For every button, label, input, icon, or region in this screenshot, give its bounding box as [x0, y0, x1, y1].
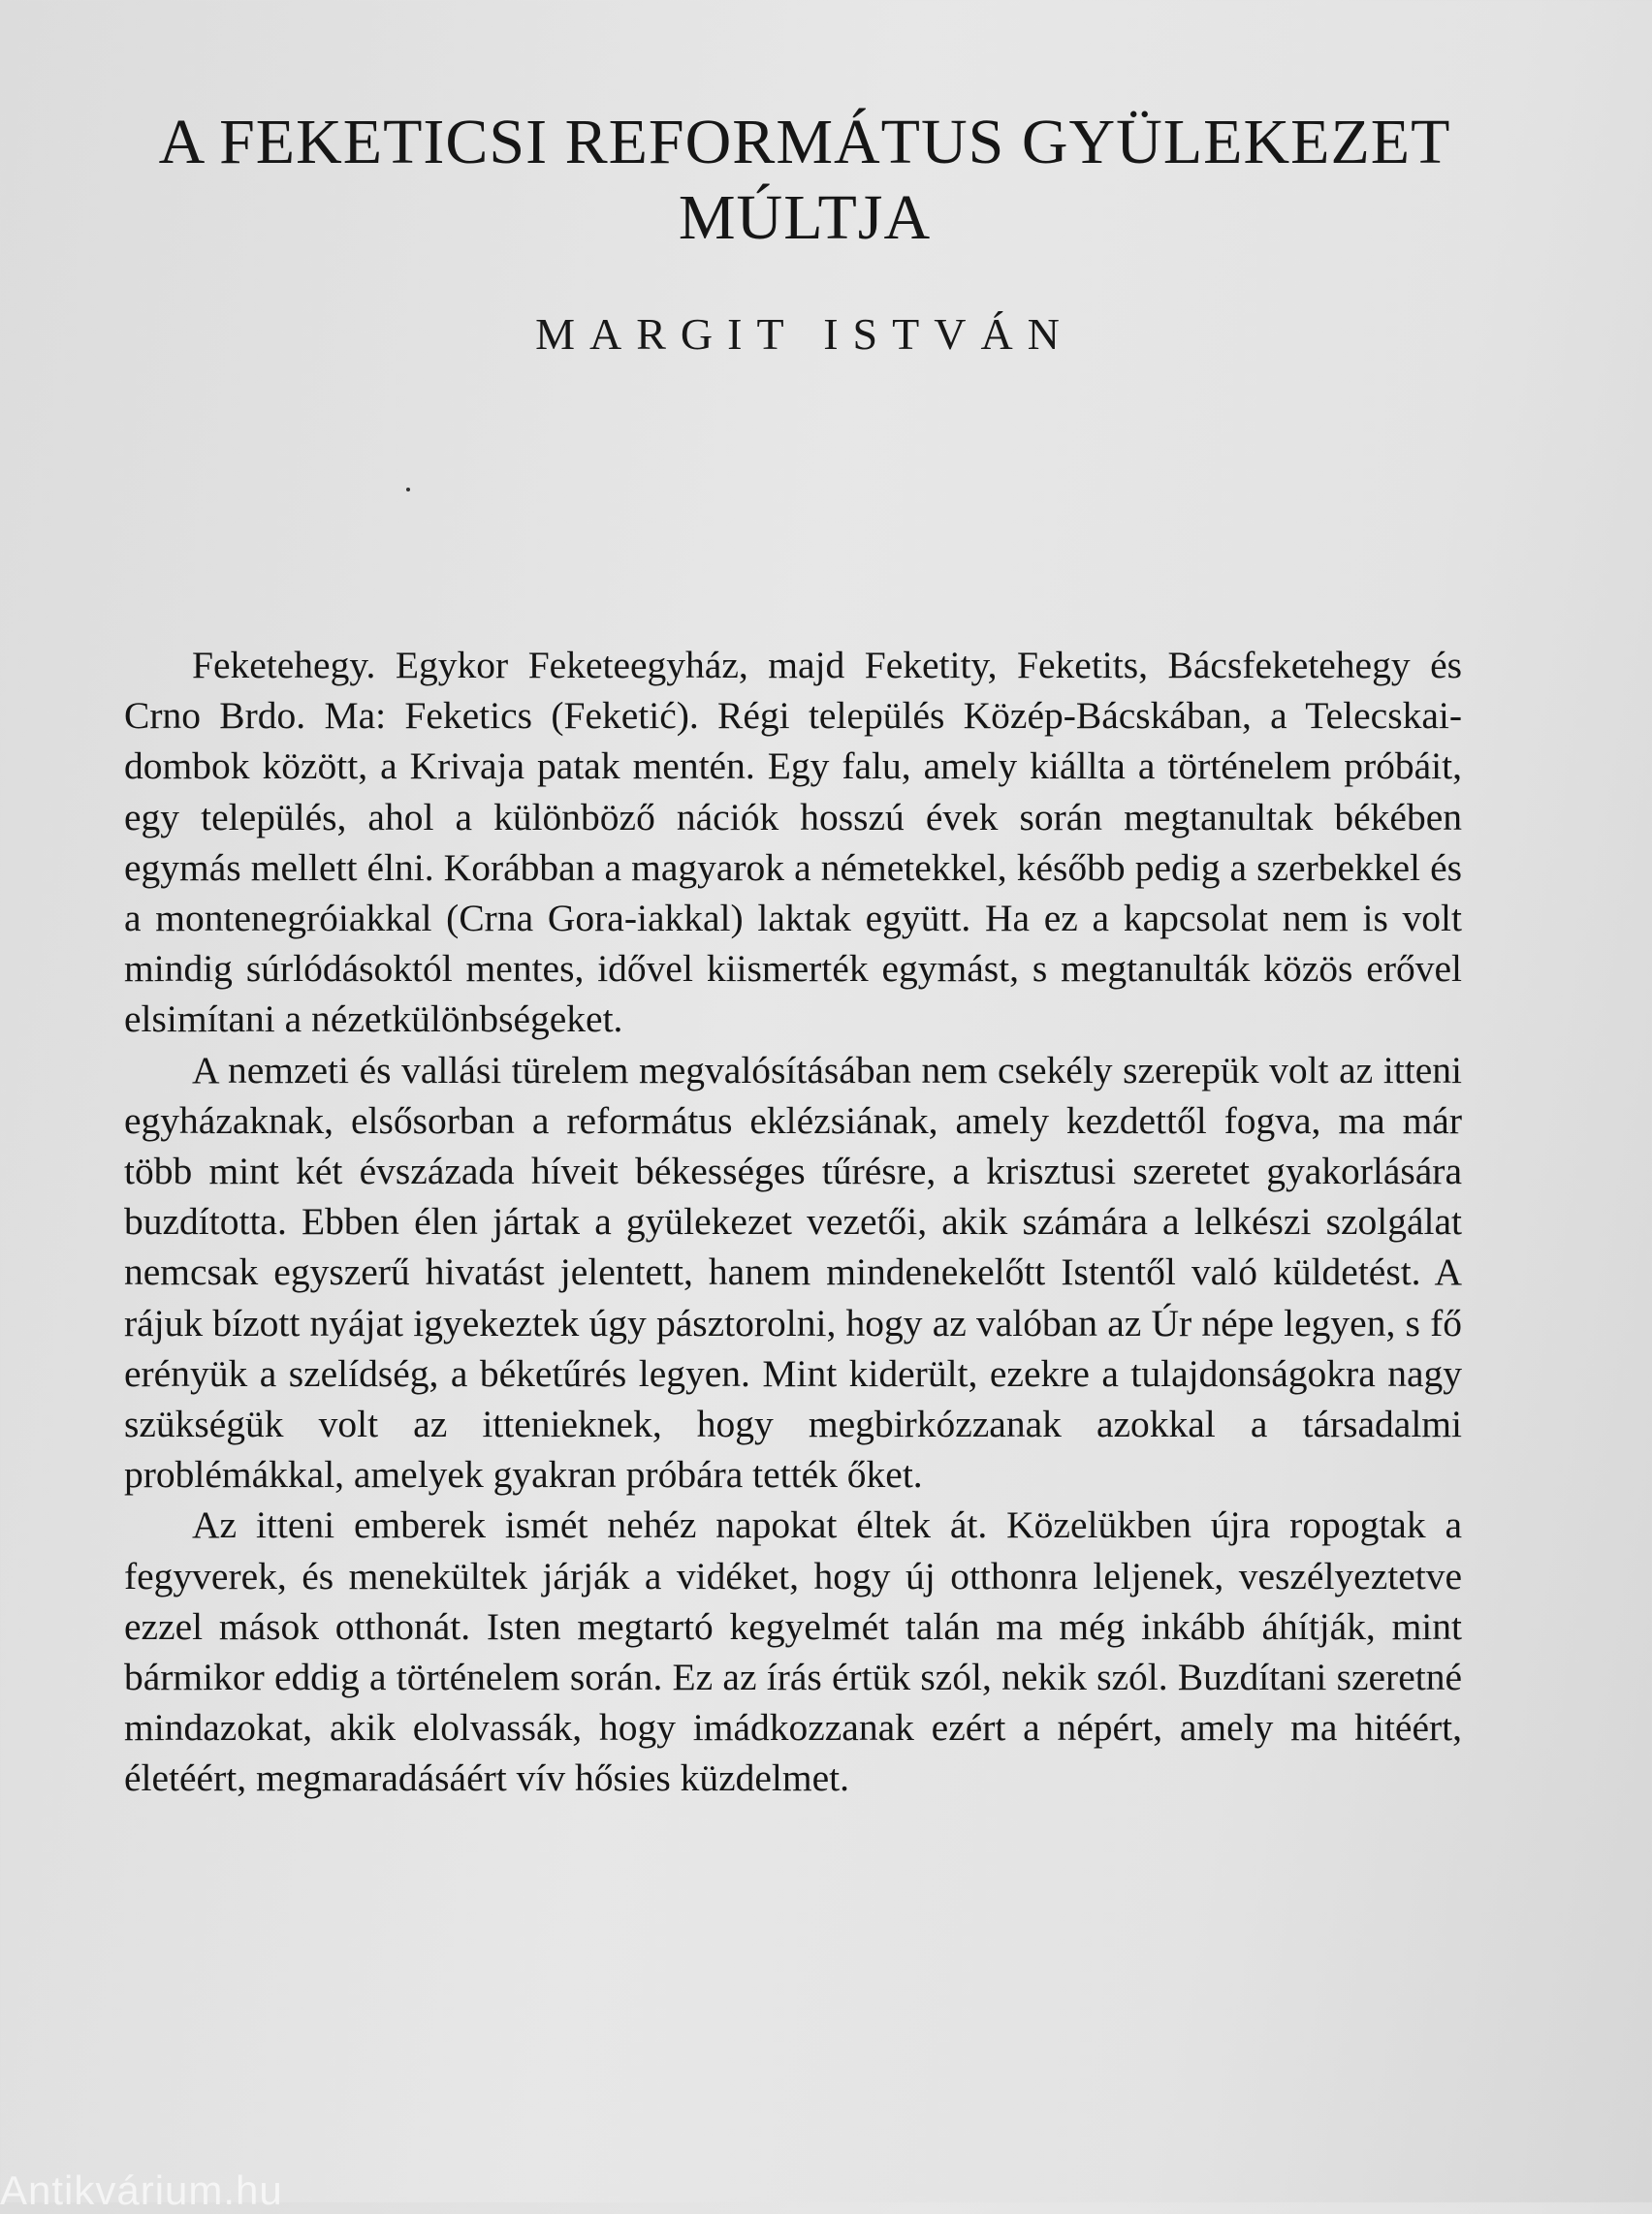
- author-name: MARGIT ISTVÁN: [535, 309, 1074, 359]
- paragraph-3: Az itteni emberek ismét nehéz napokat éltek át. Közelükben újra ropogtak a fegyverek, és menekültek járják a vidéket, hogy új otthonra leljenek, veszélyeztetve ezzel mások otthonát. Isten megtartó kegyelmét talán ma még inkább áhítják, mint bármikor eddig a történelem során. Ez az írás értük szól, nekik szól. Buzdítani szeretné mindazokat, akik elolvassák, hogy imádkozzanak ezért a népért, amely ma hitéért, életéért, megmaradásáért vív hősies küzdelmet.: [124, 1503, 1462, 1800]
- paragraph-1: Feketehegy. Egykor Feketeegyház, majd Feketity, Feketits, Bácsfeketehegy és Crno Brdo. Ma: Feketics (Feketić). Régi település Közép-Bácskában, a Telecskai-dombok között, a Krivaja patak mentén. Egy falu, amely kiállta a történelem próbáit, egy település, ahol a különböző nációk hosszú évek során megtanultak békében egymás mellett élni. Korábban a magyarok a németekkel, később pedig a szerbekkel és a montenegróiakkal (Crna Gora-iakkal) laktak együtt. Ha ez a kapcsolat nem is volt mindig súrlódásoktól mentes, idővel kiismerték egymást, s megtanulták közös erővel elsimítani a nézetkülönbségeket.: [124, 644, 1462, 1041]
- chapter-body: [124, 640, 1462, 1804]
- watermark-text: Antikvárium.hu: [0, 2167, 283, 2213]
- paragraph-2: A nemzeti és vallási türelem megvalósításában nem csekély szerepük volt az itteni egyházaknak, elsősorban a református eklézsiának, amely kezdettől fogva, ma már több mint két évszázada híveit békességes tűrésre, a krisztusi szeretet gyakorlására buzdította. Ebben élen jártak a gyülekezet vezetői, akik számára a lelkészi szolgálat nemcsak egyszerű hivatást jelentett, hanem mindenekelőtt Istentől való küldetést. A rájuk bízott nyájat igyekeztek úgy pásztorolni, hogy az valóban az Úr népe legyen, s fő erényük a szelídség, a béketűrés legyen. Mint kiderült, ezekre a tulajdonságokra nagy szükségük volt az ittenieknek, hogy megbirkózzanak azokkal a társadalmi problémákkal, amelyek gyakran próbára tették őket.: [124, 1048, 1462, 1497]
- chapter-title: A FEKETICSI REFORMÁTUS GYÜLEKEZET MÚLTJA: [158, 107, 1451, 253]
- print-speck: [406, 488, 410, 491]
